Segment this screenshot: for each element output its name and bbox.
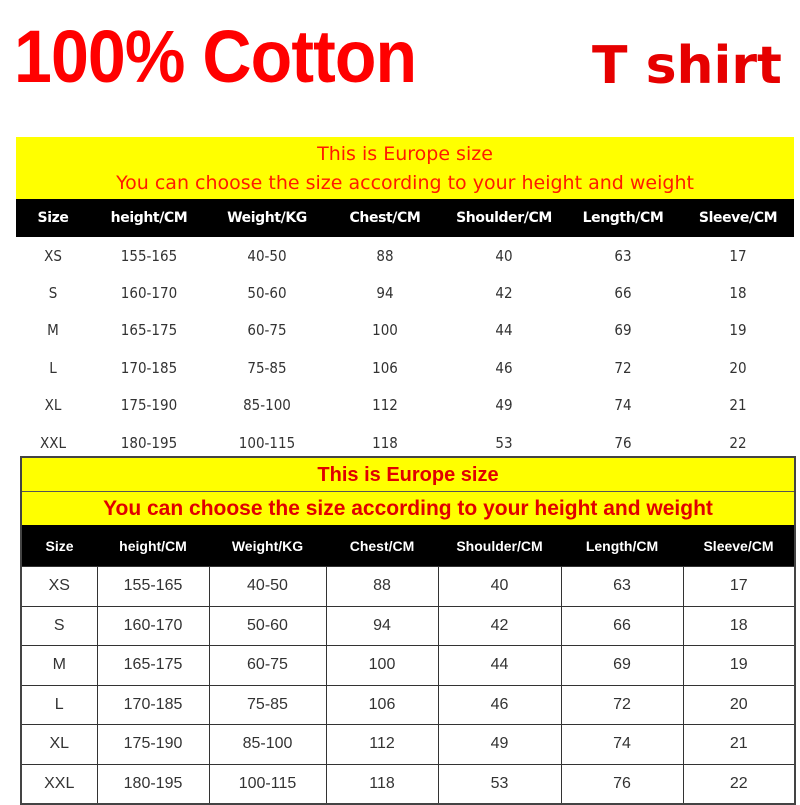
table-cell: 42 <box>438 606 561 646</box>
table-cell: 19 <box>683 646 794 686</box>
table-cell: S <box>22 606 97 646</box>
table-cell: 74 <box>614 396 632 415</box>
table-cell: 100-115 <box>238 433 296 452</box>
banner-line-2: You can choose the size according to your height and weight <box>22 492 794 525</box>
title-suffix: T shirt <box>592 36 782 96</box>
size-table-2 <box>22 525 794 803</box>
table-cell: XS <box>44 246 62 265</box>
table-cell: 66 <box>561 606 683 646</box>
table-cell: 66 <box>614 284 632 303</box>
table-header-row <box>16 199 794 237</box>
table-cell: XL <box>44 396 62 415</box>
column-header: Size <box>16 199 90 237</box>
table-cell: 72 <box>561 685 683 725</box>
table-cell: 76 <box>614 433 632 452</box>
title-main: 100% Cotton <box>14 15 417 98</box>
table-cell: 100 <box>372 321 398 340</box>
table-cell: 50-60 <box>247 284 287 303</box>
size-chart-1-banner <box>16 137 794 199</box>
table-cell: 22 <box>729 433 747 452</box>
column-header: Weight/KG <box>209 525 326 567</box>
table-cell: 46 <box>438 685 561 725</box>
size-chart-1 <box>16 137 794 461</box>
size-table-1 <box>16 199 794 461</box>
table-cell: 155-165 <box>120 246 178 265</box>
table-cell: 69 <box>561 646 683 686</box>
table-cell: 175-190 <box>120 396 178 415</box>
table-cell: 118 <box>372 433 398 452</box>
table-row <box>22 685 794 725</box>
table-cell: 18 <box>683 606 794 646</box>
table-row <box>22 725 794 765</box>
table-cell: 75-85 <box>247 358 287 377</box>
table-row <box>22 764 794 803</box>
table-cell: 160-170 <box>120 284 178 303</box>
table-cell: 49 <box>438 725 561 765</box>
table-cell: 50-60 <box>209 606 326 646</box>
column-header: Sleeve/CM <box>683 525 794 567</box>
table-cell: 180-195 <box>97 764 209 803</box>
table-cell: 60-75 <box>209 646 326 686</box>
table-cell: 75-85 <box>209 685 326 725</box>
banner-line-2: You can choose the size according to your height and weight <box>116 172 694 194</box>
table-cell: 44 <box>438 646 561 686</box>
table-cell: 175-190 <box>97 725 209 765</box>
table-cell: 22 <box>683 764 794 803</box>
table-cell: 49 <box>495 396 513 415</box>
table-cell: 85-100 <box>209 725 326 765</box>
table-cell: 170-185 <box>120 358 178 377</box>
table-row <box>16 237 794 274</box>
table-cell: XS <box>22 567 97 607</box>
banner-line-1: This is Europe size <box>22 458 794 492</box>
column-header: height/CM <box>97 525 209 567</box>
table-cell: 170-185 <box>97 685 209 725</box>
table-cell: 106 <box>372 358 398 377</box>
column-header: Chest/CM <box>326 525 438 567</box>
table-cell: 74 <box>561 725 683 765</box>
table-cell: 112 <box>372 396 398 415</box>
table-cell: 106 <box>326 685 438 725</box>
column-header: Size <box>22 525 97 567</box>
table-cell: 20 <box>683 685 794 725</box>
table-row <box>16 349 794 386</box>
table-cell: 63 <box>614 246 632 265</box>
table-cell: 69 <box>614 321 632 340</box>
table-cell: 53 <box>495 433 513 452</box>
table-cell: 118 <box>326 764 438 803</box>
table-cell: 21 <box>683 725 794 765</box>
table-cell: M <box>47 321 59 340</box>
table-cell: XXL <box>22 764 97 803</box>
table-cell: 40 <box>438 567 561 607</box>
column-header: height/CM <box>90 199 208 237</box>
column-header: Shoulder/CM <box>438 525 561 567</box>
table-cell: 60-75 <box>247 321 287 340</box>
table-cell: 17 <box>729 246 747 265</box>
table-cell: XL <box>22 725 97 765</box>
table-cell: 21 <box>729 396 747 415</box>
table-row <box>16 312 794 349</box>
table-cell: XXL <box>39 433 67 452</box>
table-row <box>16 387 794 424</box>
table-cell: 40 <box>495 246 513 265</box>
table-cell: 94 <box>326 606 438 646</box>
table-cell: 100-115 <box>209 764 326 803</box>
table-cell: 100 <box>326 646 438 686</box>
table-cell: 94 <box>376 284 394 303</box>
table-cell: 160-170 <box>97 606 209 646</box>
table-cell: 112 <box>326 725 438 765</box>
table-cell: 63 <box>561 567 683 607</box>
table-cell: 165-175 <box>97 646 209 686</box>
column-header: Weight/KG <box>208 199 326 237</box>
table-cell: S <box>48 284 58 303</box>
table-cell: 18 <box>729 284 747 303</box>
table-cell: 19 <box>729 321 747 340</box>
table-cell: L <box>49 358 57 377</box>
page-title <box>14 14 782 104</box>
table-cell: 88 <box>326 567 438 607</box>
table-cell: 17 <box>683 567 794 607</box>
table-cell: 155-165 <box>97 567 209 607</box>
column-header: Length/CM <box>561 525 683 567</box>
table-cell: 165-175 <box>120 321 178 340</box>
column-header: Length/CM <box>564 199 682 237</box>
column-header: Shoulder/CM <box>444 199 564 237</box>
table-row <box>22 567 794 607</box>
table-cell: 72 <box>614 358 632 377</box>
table-row <box>22 646 794 686</box>
table-cell: 53 <box>438 764 561 803</box>
table-cell: L <box>22 685 97 725</box>
table-header-row <box>22 525 794 567</box>
table-cell: 42 <box>495 284 513 303</box>
table-cell: 180-195 <box>120 433 178 452</box>
size-chart-2 <box>20 456 796 805</box>
table-cell: 40-50 <box>247 246 287 265</box>
table-cell: 46 <box>495 358 513 377</box>
table-row <box>16 274 794 311</box>
table-cell: 88 <box>376 246 394 265</box>
table-cell: 76 <box>561 764 683 803</box>
table-cell: M <box>22 646 97 686</box>
table-cell: 44 <box>495 321 513 340</box>
column-header: Sleeve/CM <box>682 199 794 237</box>
banner-line-1: This is Europe size <box>317 143 493 165</box>
table-cell: 20 <box>729 358 747 377</box>
table-cell: 85-100 <box>243 396 291 415</box>
column-header: Chest/CM <box>326 199 444 237</box>
table-row <box>22 606 794 646</box>
table-cell: 40-50 <box>209 567 326 607</box>
